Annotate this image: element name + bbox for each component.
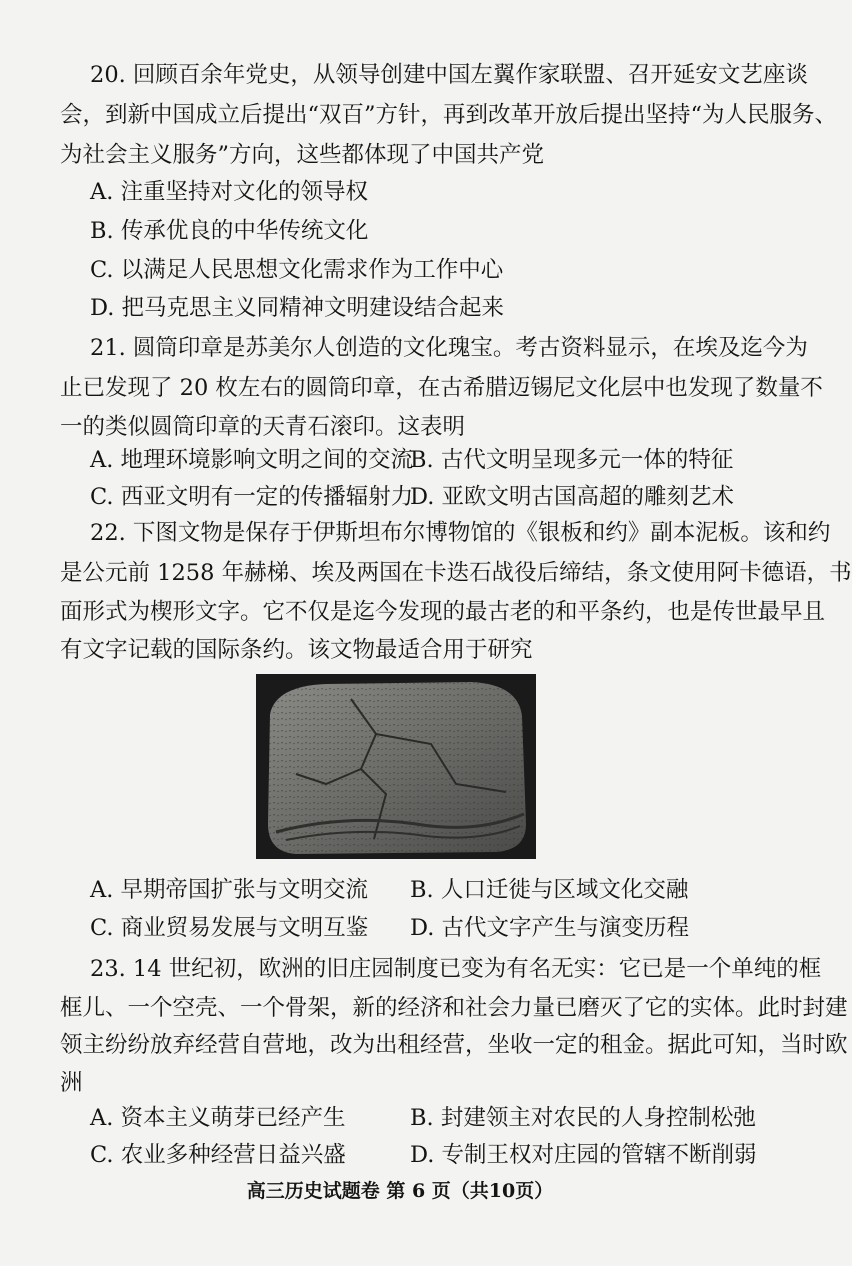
q23-stem-line2: 框儿、一个空壳、一个骨架，新的经济和社会力量已磨灭了它的实体。此时封建	[60, 995, 848, 1021]
q20-stem-line3: 为社会主义服务”方向，这些都体现了中国共产党	[60, 142, 545, 168]
clay-tablet-photo	[256, 674, 536, 859]
q20-stem-line1: 20. 回顾百余年党史，从领导创建中国左翼作家联盟、召开延安文艺座谈	[90, 62, 808, 88]
q20-option-a: A. 注重坚持对文化的领导权	[90, 179, 369, 205]
q23-stem-line3: 领主纷纷放弃经营自营地，改为出租经营，坐收一定的租金。据此可知，当时欧	[60, 1032, 848, 1058]
q20-option-b: B. 传承优良的中华传统文化	[90, 218, 369, 244]
q20-option-c: C. 以满足人民思想文化需求作为工作中心	[90, 257, 504, 283]
q21-option-a: A. 地理环境影响文明之间的交流	[90, 447, 414, 473]
q22-stem-line2: 是公元前 1258 年赫梯、埃及两国在卡迭石战役后缔结，条文使用阿卡德语，书	[60, 560, 852, 586]
q23-option-a: A. 资本主义萌芽已经产生	[90, 1105, 346, 1131]
clay-tablet-image	[256, 674, 536, 859]
page-footer: 高三历史试题卷 第 6 页（共10页）	[246, 1180, 554, 1202]
q22-stem-line4: 有文字记载的国际条约。该文物最适合用于研究	[60, 637, 533, 663]
q22-stem-line1: 22. 下图文物是保存于伊斯坦布尔博物馆的《银板和约》副本泥板。该和约	[90, 520, 831, 546]
q22-stem-line3: 面形式为楔形文字。它不仅是迄今发现的最古老的和平条约，也是传世最早且	[60, 599, 826, 625]
q23-option-d: D. 专制王权对庄园的管辖不断削弱	[410, 1142, 757, 1168]
q21-stem-line3: 一的类似圆筒印章的天青石滚印。这表明	[60, 414, 466, 440]
q23-option-c: C. 农业多种经营日益兴盛	[90, 1142, 346, 1168]
q21-option-b: B. 古代文明呈现多元一体的特征	[410, 447, 734, 473]
q21-stem-line1: 21. 圆筒印章是苏美尔人创造的文化瑰宝。考古资料显示，在埃及迄今为	[90, 335, 808, 361]
q21-stem-line2: 止已发现了 20 枚左右的圆筒印章，在古希腊迈锡尼文化层中也发现了数量不	[60, 375, 823, 401]
q20-option-d: D. 把马克思主义同精神文明建设结合起来	[90, 295, 505, 321]
q23-stem-line1: 23. 14 世纪初，欧洲的旧庄园制度已变为有名无实：它已是一个单纯的框	[90, 956, 822, 982]
q23-option-b: B. 封建领主对农民的人身控制松弛	[410, 1105, 756, 1131]
q22-option-b: B. 人口迁徙与区域文化交融	[410, 877, 689, 903]
q20-stem-line2: 会，到新中国成立后提出“双百”方针，再到改革开放后提出坚持“为人民服务、	[60, 102, 838, 128]
q22-option-d: D. 古代文字产生与演变历程	[410, 915, 690, 941]
q21-option-c: C. 西亚文明有一定的传播辐射力	[90, 484, 414, 510]
q23-stem-line4: 洲	[60, 1070, 83, 1096]
q21-option-d: D. 亚欧文明古国高超的雕刻艺术	[410, 484, 735, 510]
q22-option-a: A. 早期帝国扩张与文明交流	[90, 877, 369, 903]
q22-option-c: C. 商业贸易发展与文明互鉴	[90, 915, 369, 941]
